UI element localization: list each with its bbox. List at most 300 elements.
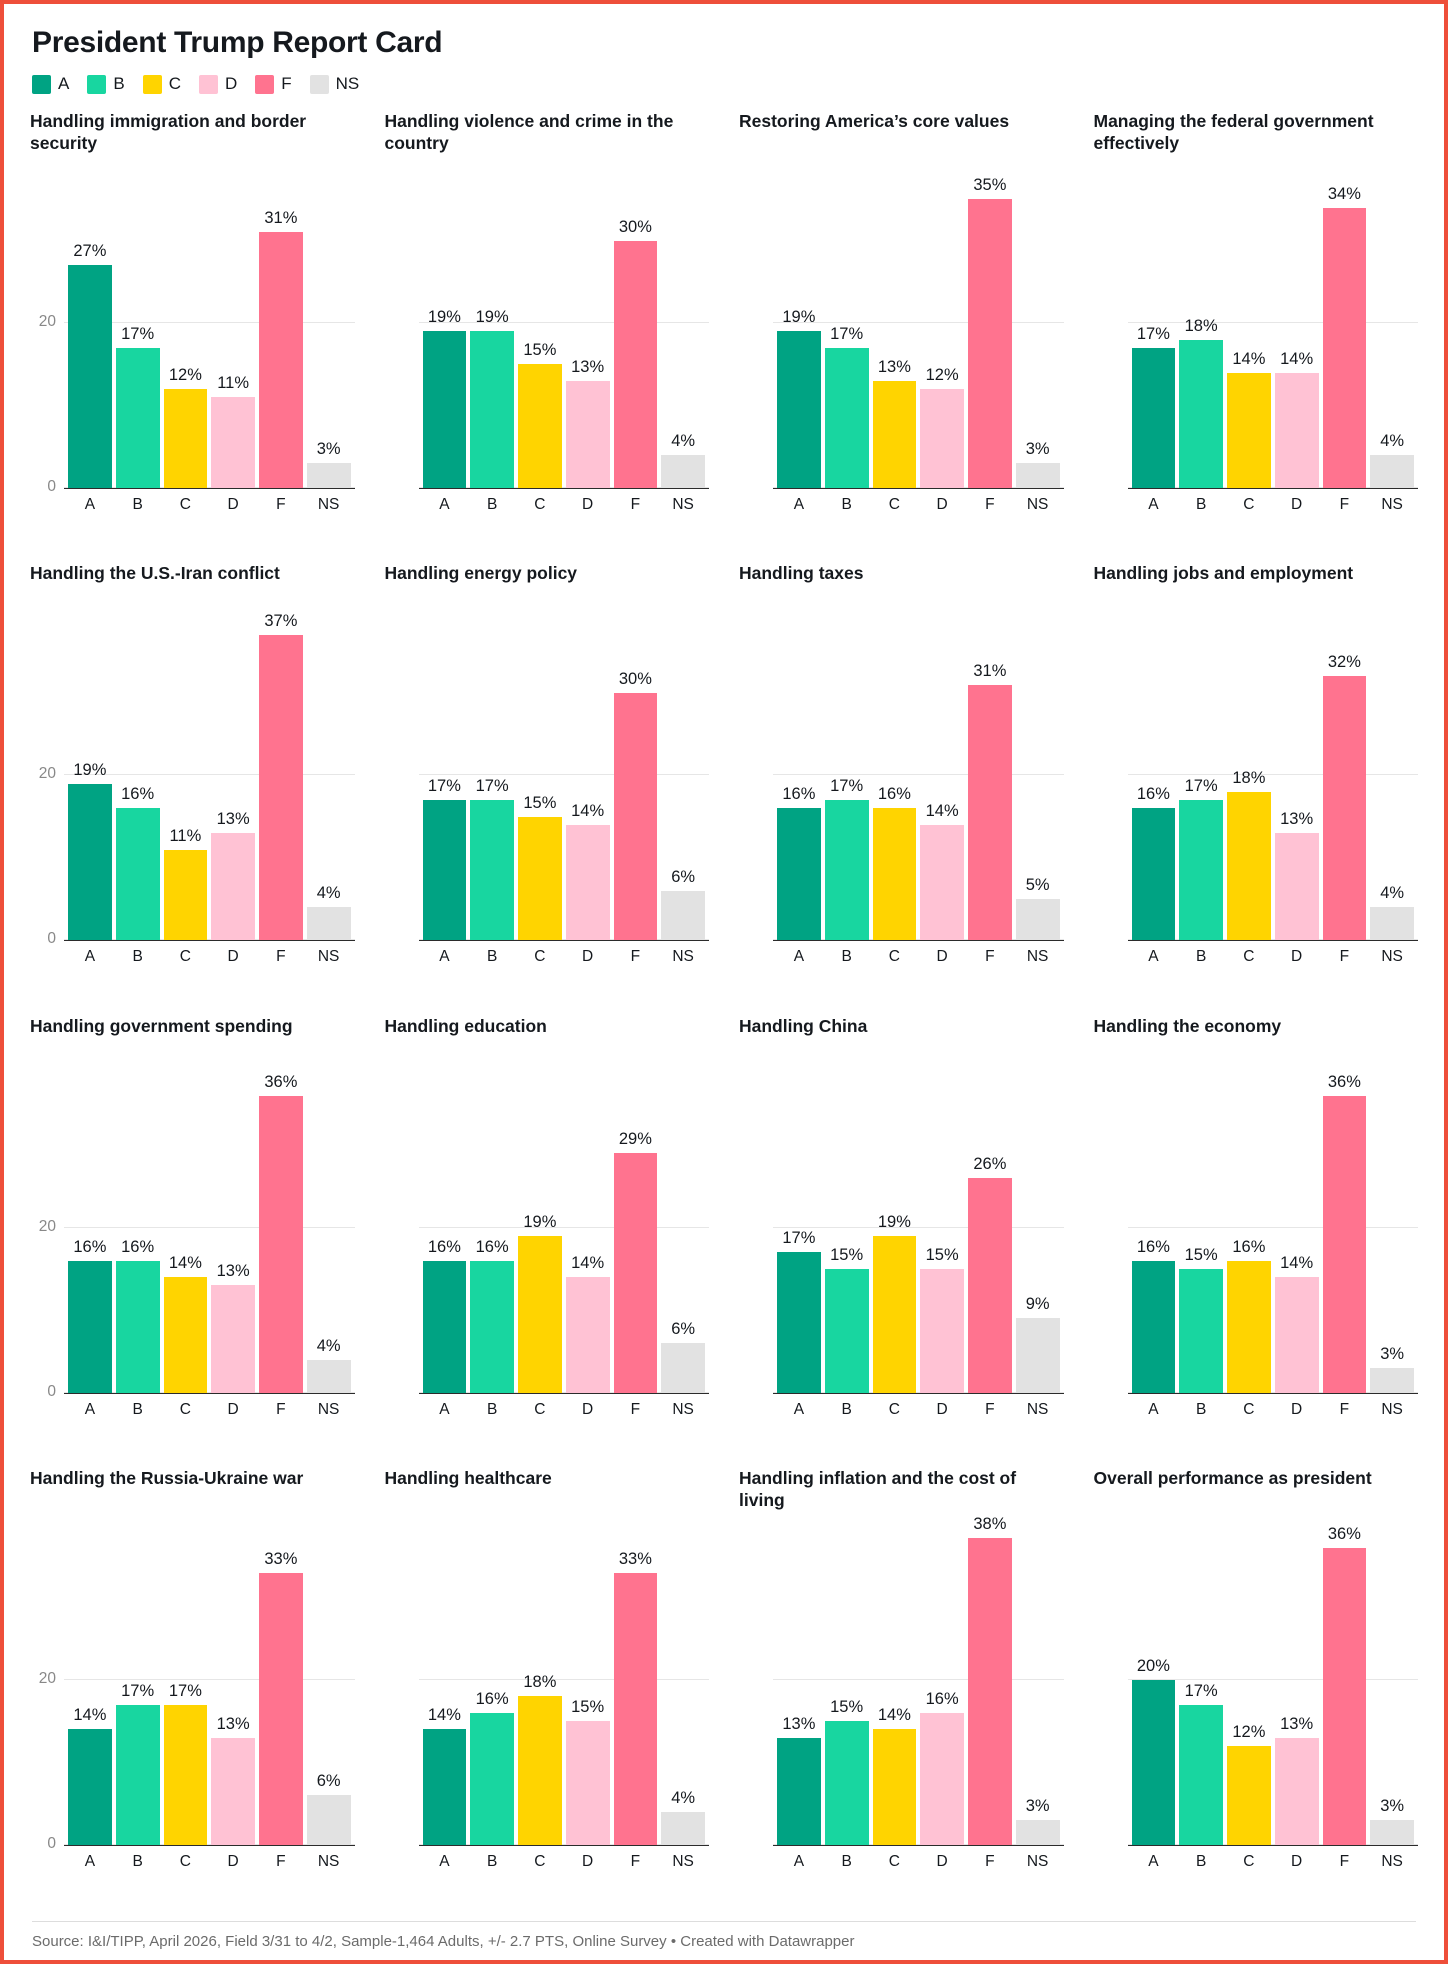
bar[interactable]	[1275, 1738, 1319, 1845]
bar-slot[interactable]	[307, 1515, 351, 1845]
bar-slot[interactable]	[1323, 158, 1367, 488]
bar[interactable]	[164, 1705, 208, 1845]
bar[interactable]	[873, 1729, 917, 1845]
bar[interactable]	[211, 1738, 255, 1845]
bar-slot[interactable]	[307, 1063, 351, 1393]
bar-value-label: 14%	[1232, 349, 1266, 368]
x-axis-tick-label: B	[132, 1400, 143, 1418]
bar-slot[interactable]	[423, 1515, 467, 1845]
bar[interactable]	[968, 685, 1012, 941]
bar[interactable]	[661, 891, 705, 941]
bar-slot[interactable]	[777, 158, 821, 488]
x-axis-tick-label: A	[84, 1852, 96, 1870]
legend-swatch-icon	[199, 75, 218, 94]
bar[interactable]	[1016, 1318, 1060, 1392]
bar[interactable]	[566, 1721, 610, 1845]
y-axis-tick-label: 20	[38, 765, 56, 783]
bar-value-label: 3%	[1380, 1344, 1405, 1363]
x-axis-tick-label: C	[179, 496, 191, 513]
bar[interactable]	[968, 1538, 1012, 1845]
bar[interactable]	[777, 808, 821, 940]
plot-area	[419, 158, 710, 489]
bar[interactable]	[518, 1696, 562, 1845]
bar-slot[interactable]	[1370, 158, 1414, 488]
bar-slot[interactable]	[518, 1515, 562, 1845]
bar-group	[1128, 1063, 1419, 1393]
bar-slot[interactable]	[259, 158, 303, 488]
bar[interactable]	[614, 241, 658, 489]
bar[interactable]	[1179, 1705, 1223, 1845]
bar-value-label: 30%	[618, 669, 652, 688]
bar[interactable]	[423, 1261, 467, 1393]
x-axis-tick-label: NS	[317, 1852, 340, 1870]
bar-slot[interactable]	[1132, 610, 1176, 940]
bar-slot[interactable]	[423, 610, 467, 940]
bar-slot[interactable]	[164, 610, 208, 940]
bar-value-label: 16%	[1232, 1237, 1266, 1256]
bar-value-label: 16%	[121, 785, 155, 804]
plot-area	[773, 1063, 1064, 1394]
legend	[32, 74, 1418, 94]
plot-area	[773, 158, 1064, 489]
chart-panel	[30, 1467, 355, 1915]
bar-slot[interactable]	[1275, 158, 1319, 488]
x-axis-tick-label: C	[1243, 1400, 1255, 1418]
x-axis-tick-label: B	[1195, 496, 1207, 513]
bar-slot[interactable]	[1016, 610, 1060, 940]
bar-value-label: 38%	[973, 1514, 1007, 1533]
bar-group	[773, 158, 1064, 488]
bar[interactable]	[1227, 792, 1271, 941]
bar-value-label: 19%	[475, 308, 509, 327]
bar-slot[interactable]	[920, 158, 964, 488]
bar-value-label: 36%	[264, 1072, 298, 1091]
bar-slot[interactable]	[777, 610, 821, 940]
bar[interactable]	[259, 1573, 303, 1845]
bar[interactable]	[920, 1269, 964, 1393]
bar[interactable]	[920, 389, 964, 488]
legend-entry[interactable]	[310, 74, 360, 94]
bar[interactable]	[1016, 899, 1060, 940]
panel-title: Handling the economy	[1093, 1015, 1282, 1036]
bar-slot[interactable]	[164, 158, 208, 488]
bar[interactable]	[1179, 800, 1223, 940]
x-axis-tick-label: C	[888, 496, 900, 513]
bar-slot[interactable]	[614, 1063, 658, 1393]
bar-slot[interactable]	[164, 1063, 208, 1393]
x-axis-tick-label: F	[1339, 496, 1350, 513]
chart-panel	[739, 1015, 1064, 1463]
bar-slot[interactable]	[518, 158, 562, 488]
x-axis-tick-label: B	[841, 496, 852, 513]
bar-group	[64, 1515, 355, 1845]
bar[interactable]	[68, 1261, 112, 1393]
x-axis-tick-label: B	[486, 1852, 498, 1870]
bar-slot[interactable]	[1275, 1515, 1319, 1845]
bar-slot[interactable]	[566, 610, 610, 940]
legend-entry[interactable]	[255, 74, 291, 94]
bar[interactable]	[873, 808, 917, 940]
bar[interactable]	[1016, 1820, 1060, 1845]
bar[interactable]	[307, 463, 351, 488]
bar[interactable]	[661, 1812, 705, 1845]
bar-slot[interactable]	[470, 1515, 514, 1845]
bar[interactable]	[1227, 373, 1271, 489]
bar-slot[interactable]	[1179, 1063, 1223, 1393]
bar-slot[interactable]	[873, 1515, 917, 1845]
bar-slot[interactable]	[68, 158, 112, 488]
bar-value-label: 19%	[73, 760, 107, 779]
bar-value-label: 13%	[1280, 1714, 1314, 1733]
x-axis-tick-label: NS	[1381, 948, 1403, 966]
bar[interactable]	[1227, 1746, 1271, 1845]
x-axis	[419, 1846, 710, 1871]
legend-entry[interactable]	[143, 74, 181, 94]
bar[interactable]	[873, 381, 917, 488]
bar-value-label: 12%	[925, 366, 959, 384]
bar[interactable]	[1370, 455, 1414, 488]
bar[interactable]	[1323, 208, 1367, 489]
bar[interactable]	[777, 1252, 821, 1392]
x-axis-tick-label: F	[630, 496, 641, 513]
bar-slot[interactable]	[211, 1063, 255, 1393]
x-axis-tick-label: NS	[672, 496, 694, 513]
bar-value-label: 6%	[316, 1772, 341, 1791]
bar-slot[interactable]	[1179, 1515, 1223, 1845]
bar[interactable]	[518, 364, 562, 488]
bar[interactable]	[1370, 1820, 1414, 1845]
bar-slot[interactable]	[1323, 1515, 1367, 1845]
chart-panel	[739, 1467, 1064, 1915]
bar[interactable]	[1323, 676, 1367, 940]
bar-slot[interactable]	[116, 610, 160, 940]
bar[interactable]	[259, 635, 303, 940]
bar-slot[interactable]	[661, 610, 705, 940]
bar-slot[interactable]	[470, 158, 514, 488]
bar-slot[interactable]	[777, 1515, 821, 1845]
y-axis-tick-label: 0	[47, 930, 56, 948]
bar-slot[interactable]	[423, 1063, 467, 1393]
bar-value-label: 27%	[73, 242, 107, 261]
bar-value-label: 3%	[316, 440, 341, 459]
bar[interactable]	[1179, 1269, 1223, 1393]
bar-slot[interactable]	[614, 1515, 658, 1845]
bar[interactable]	[968, 1178, 1012, 1393]
x-axis-tick-label: C	[179, 1852, 191, 1870]
x-axis-tick-label: A	[793, 1852, 805, 1870]
bar-value-label: 4%	[671, 1788, 696, 1807]
x-axis-tick-label: B	[132, 1852, 143, 1870]
bar[interactable]	[920, 1713, 964, 1845]
source-note: Source: I&I/TIPP, April 2026, Field 3/31 to 4/2, Sample-1,464 Adults, +/- 2.7 PTS, Online Survey • Created with Datawrapper	[32, 1921, 1416, 1960]
bar-value-label: 16%	[427, 1237, 461, 1256]
plot-area	[773, 610, 1064, 941]
bar[interactable]	[920, 825, 964, 941]
x-axis	[773, 1394, 1064, 1419]
bar-value-label: 17%	[830, 324, 864, 343]
bar-slot[interactable]	[1275, 1063, 1319, 1393]
bar[interactable]	[211, 1285, 255, 1392]
bar-slot[interactable]	[307, 610, 351, 940]
bar-slot[interactable]	[68, 1515, 112, 1845]
bar-slot[interactable]	[825, 1063, 869, 1393]
bar[interactable]	[873, 1236, 917, 1393]
bar-slot[interactable]	[211, 158, 255, 488]
bar-slot[interactable]	[1016, 1515, 1060, 1845]
bar[interactable]	[1275, 373, 1319, 489]
bar-slot[interactable]	[1132, 1515, 1176, 1845]
bar-slot[interactable]	[259, 1515, 303, 1845]
panel-title: Handling the U.S.-Iran conflict	[30, 563, 280, 584]
bar[interactable]	[968, 199, 1012, 488]
bar-slot[interactable]	[920, 1063, 964, 1393]
bar[interactable]	[211, 397, 255, 488]
bar-value-label: 36%	[1327, 1072, 1361, 1091]
x-axis-tick-label: B	[841, 1400, 852, 1418]
bar[interactable]	[116, 1261, 160, 1393]
bar-slot[interactable]	[1370, 1515, 1414, 1845]
legend-entry[interactable]	[87, 74, 124, 94]
bar-slot[interactable]	[68, 1063, 112, 1393]
bar-slot[interactable]	[211, 1515, 255, 1845]
bar-slot[interactable]	[1132, 158, 1176, 488]
bar[interactable]	[1370, 1368, 1414, 1393]
bar-slot[interactable]	[968, 1515, 1012, 1845]
bar-slot[interactable]	[566, 1515, 610, 1845]
x-axis-tick-label: NS	[1026, 496, 1049, 513]
bar[interactable]	[164, 1277, 208, 1393]
x-axis	[64, 1846, 355, 1871]
bar-slot[interactable]	[968, 158, 1012, 488]
bar-slot[interactable]	[661, 1063, 705, 1393]
bar-slot[interactable]	[968, 1063, 1012, 1393]
bar-slot[interactable]	[1179, 158, 1223, 488]
bar-value-label: 17%	[475, 777, 509, 795]
bar[interactable]	[1132, 808, 1176, 940]
bar-value-label: 12%	[1232, 1722, 1266, 1741]
bar[interactable]	[825, 800, 869, 940]
bar-slot[interactable]	[920, 1515, 964, 1845]
bar[interactable]	[825, 1269, 869, 1393]
bar-slot[interactable]	[259, 610, 303, 940]
bar-value-label: 16%	[475, 1689, 509, 1708]
bar[interactable]	[1179, 340, 1223, 489]
bar[interactable]	[470, 800, 514, 940]
bar[interactable]	[307, 1360, 351, 1393]
bar[interactable]	[423, 1729, 467, 1845]
bar[interactable]	[1323, 1096, 1367, 1393]
x-axis-tick-label: D	[936, 496, 948, 513]
bar-slot[interactable]	[116, 1515, 160, 1845]
bar[interactable]	[614, 693, 658, 941]
bar[interactable]	[68, 1729, 112, 1845]
bar[interactable]	[307, 1795, 351, 1845]
bar[interactable]	[1132, 348, 1176, 488]
bar[interactable]	[423, 800, 467, 940]
bar[interactable]	[661, 1343, 705, 1393]
panel-title: Restoring America’s core values	[739, 111, 1010, 131]
bar[interactable]	[68, 265, 112, 488]
bar-slot[interactable]	[518, 1063, 562, 1393]
bar-slot[interactable]	[566, 1063, 610, 1393]
bar-slot[interactable]	[825, 158, 869, 488]
panel-title: Handling jobs and employment	[1093, 563, 1354, 584]
x-axis-tick-label: NS	[1381, 1852, 1403, 1870]
bar[interactable]	[518, 817, 562, 941]
bar-slot[interactable]	[116, 1063, 160, 1393]
bar-slot[interactable]	[1323, 610, 1367, 940]
bar-slot[interactable]	[116, 158, 160, 488]
bar-value-label: 15%	[830, 1698, 864, 1716]
bar[interactable]	[211, 833, 255, 940]
bar-value-label: 17%	[121, 1681, 155, 1700]
bar-slot[interactable]	[1227, 1063, 1271, 1393]
legend-entry[interactable]	[32, 74, 69, 94]
bar[interactable]	[1132, 1680, 1176, 1845]
bar[interactable]	[566, 1277, 610, 1393]
bar[interactable]	[470, 1713, 514, 1845]
bar[interactable]	[259, 232, 303, 488]
bar[interactable]	[1370, 907, 1414, 940]
bar-slot[interactable]	[1323, 1063, 1367, 1393]
x-axis-tick-label: C	[534, 948, 546, 966]
x-axis-tick-label: D	[1291, 1400, 1303, 1418]
legend-entry[interactable]	[199, 74, 237, 94]
x-axis-tick-label: D	[227, 496, 239, 513]
bar[interactable]	[777, 1738, 821, 1845]
bar-slot[interactable]	[873, 1063, 917, 1393]
bar-value-label: 14%	[1280, 349, 1314, 368]
x-axis-tick-label: B	[486, 496, 498, 513]
bar-value-label: 4%	[1380, 884, 1405, 903]
bar-value-label: 17%	[1184, 777, 1218, 795]
bar[interactable]	[164, 389, 208, 488]
bar-slot[interactable]	[825, 610, 869, 940]
bar[interactable]	[566, 381, 610, 488]
x-axis-tick-label: F	[630, 1852, 641, 1870]
bar-slot[interactable]	[614, 610, 658, 940]
bar-value-label: 17%	[1136, 324, 1170, 343]
bar[interactable]	[116, 808, 160, 940]
bar-value-label: 4%	[1380, 432, 1405, 450]
bar[interactable]	[777, 331, 821, 488]
bar[interactable]	[423, 331, 467, 488]
bar[interactable]	[259, 1096, 303, 1393]
bar-value-label: 12%	[168, 366, 202, 384]
bar[interactable]	[1016, 463, 1060, 488]
y-axis-tick-label: 20	[38, 1669, 56, 1687]
plot-area	[419, 1515, 710, 1846]
bar-slot[interactable]	[873, 610, 917, 940]
plot-area	[773, 1515, 1064, 1846]
bar-slot[interactable]	[470, 1063, 514, 1393]
bar[interactable]	[164, 850, 208, 941]
x-axis-tick-label: D	[582, 496, 594, 513]
bar[interactable]	[470, 1261, 514, 1393]
bar[interactable]	[116, 1705, 160, 1845]
bar[interactable]	[68, 784, 112, 941]
bar-value-label: 11%	[217, 374, 250, 393]
bar[interactable]	[1275, 1277, 1319, 1393]
bar[interactable]	[614, 1573, 658, 1845]
bar-slot[interactable]	[518, 610, 562, 940]
bar-value-label: 14%	[73, 1706, 107, 1725]
panel-title: Handling government spending	[30, 1015, 293, 1036]
bar[interactable]	[1132, 1261, 1176, 1393]
x-axis-tick-label: D	[936, 1400, 948, 1418]
bar-slot[interactable]	[307, 158, 351, 488]
bar-slot[interactable]	[211, 610, 255, 940]
bar-slot[interactable]	[259, 1063, 303, 1393]
x-axis-tick-label: F	[985, 1400, 995, 1418]
bar-value-label: 19%	[877, 1212, 911, 1231]
bar-slot[interactable]	[1016, 1063, 1060, 1393]
bar[interactable]	[116, 348, 160, 488]
bar[interactable]	[566, 825, 610, 941]
bar-slot[interactable]	[661, 1515, 705, 1845]
bar-group	[419, 1063, 710, 1393]
bar[interactable]	[518, 1236, 562, 1393]
bar-slot[interactable]	[1370, 1063, 1414, 1393]
bar[interactable]	[614, 1153, 658, 1392]
x-axis-tick-label: NS	[317, 1400, 340, 1418]
legend-label: F	[281, 74, 292, 93]
bar-slot[interactable]	[68, 610, 112, 940]
bar[interactable]	[1227, 1261, 1271, 1393]
bar-value-label: 3%	[1380, 1797, 1405, 1815]
bar-slot[interactable]	[968, 610, 1012, 940]
bar-slot[interactable]	[777, 1063, 821, 1393]
x-axis-tick-label: C	[534, 1852, 546, 1870]
bar-slot[interactable]	[470, 610, 514, 940]
bar[interactable]	[661, 455, 705, 488]
x-axis	[64, 1394, 355, 1419]
x-axis-tick-label: D	[582, 948, 594, 966]
bar-slot[interactable]	[164, 1515, 208, 1845]
bar-slot[interactable]	[1227, 1515, 1271, 1845]
x-axis-tick-label: C	[1243, 1852, 1255, 1870]
bar-value-label: 17%	[427, 777, 461, 795]
bar-slot[interactable]	[1179, 610, 1223, 940]
bar-value-label: 14%	[571, 801, 605, 820]
bar-slot[interactable]	[614, 158, 658, 488]
page-title: President Trump Report Card	[32, 26, 443, 59]
panel-title: Handling inflation and the cost of living	[739, 1467, 1017, 1511]
bar-slot[interactable]	[1227, 610, 1271, 940]
bar[interactable]	[825, 1721, 869, 1845]
bar[interactable]	[1275, 833, 1319, 940]
bar-slot[interactable]	[920, 610, 964, 940]
bar[interactable]	[825, 348, 869, 488]
x-axis-tick-label: A	[1148, 948, 1159, 966]
bar-slot[interactable]	[1275, 610, 1319, 940]
bar-slot[interactable]	[661, 158, 705, 488]
panel-title: Handling the Russia-Ukraine war	[30, 1467, 304, 1488]
bar[interactable]	[1323, 1548, 1367, 1845]
x-axis-tick-label: A	[439, 948, 450, 966]
bar-slot[interactable]	[825, 1515, 869, 1845]
bar[interactable]	[307, 907, 351, 940]
bar-slot[interactable]	[566, 158, 610, 488]
bar-slot[interactable]	[423, 158, 467, 488]
bar-slot[interactable]	[1132, 1063, 1176, 1393]
bar-slot[interactable]	[1227, 158, 1271, 488]
x-axis-tick-label: F	[630, 948, 641, 966]
bar-slot[interactable]	[1016, 158, 1060, 488]
bar[interactable]	[470, 331, 514, 488]
bar-slot[interactable]	[1370, 610, 1414, 940]
bar-slot[interactable]	[873, 158, 917, 488]
